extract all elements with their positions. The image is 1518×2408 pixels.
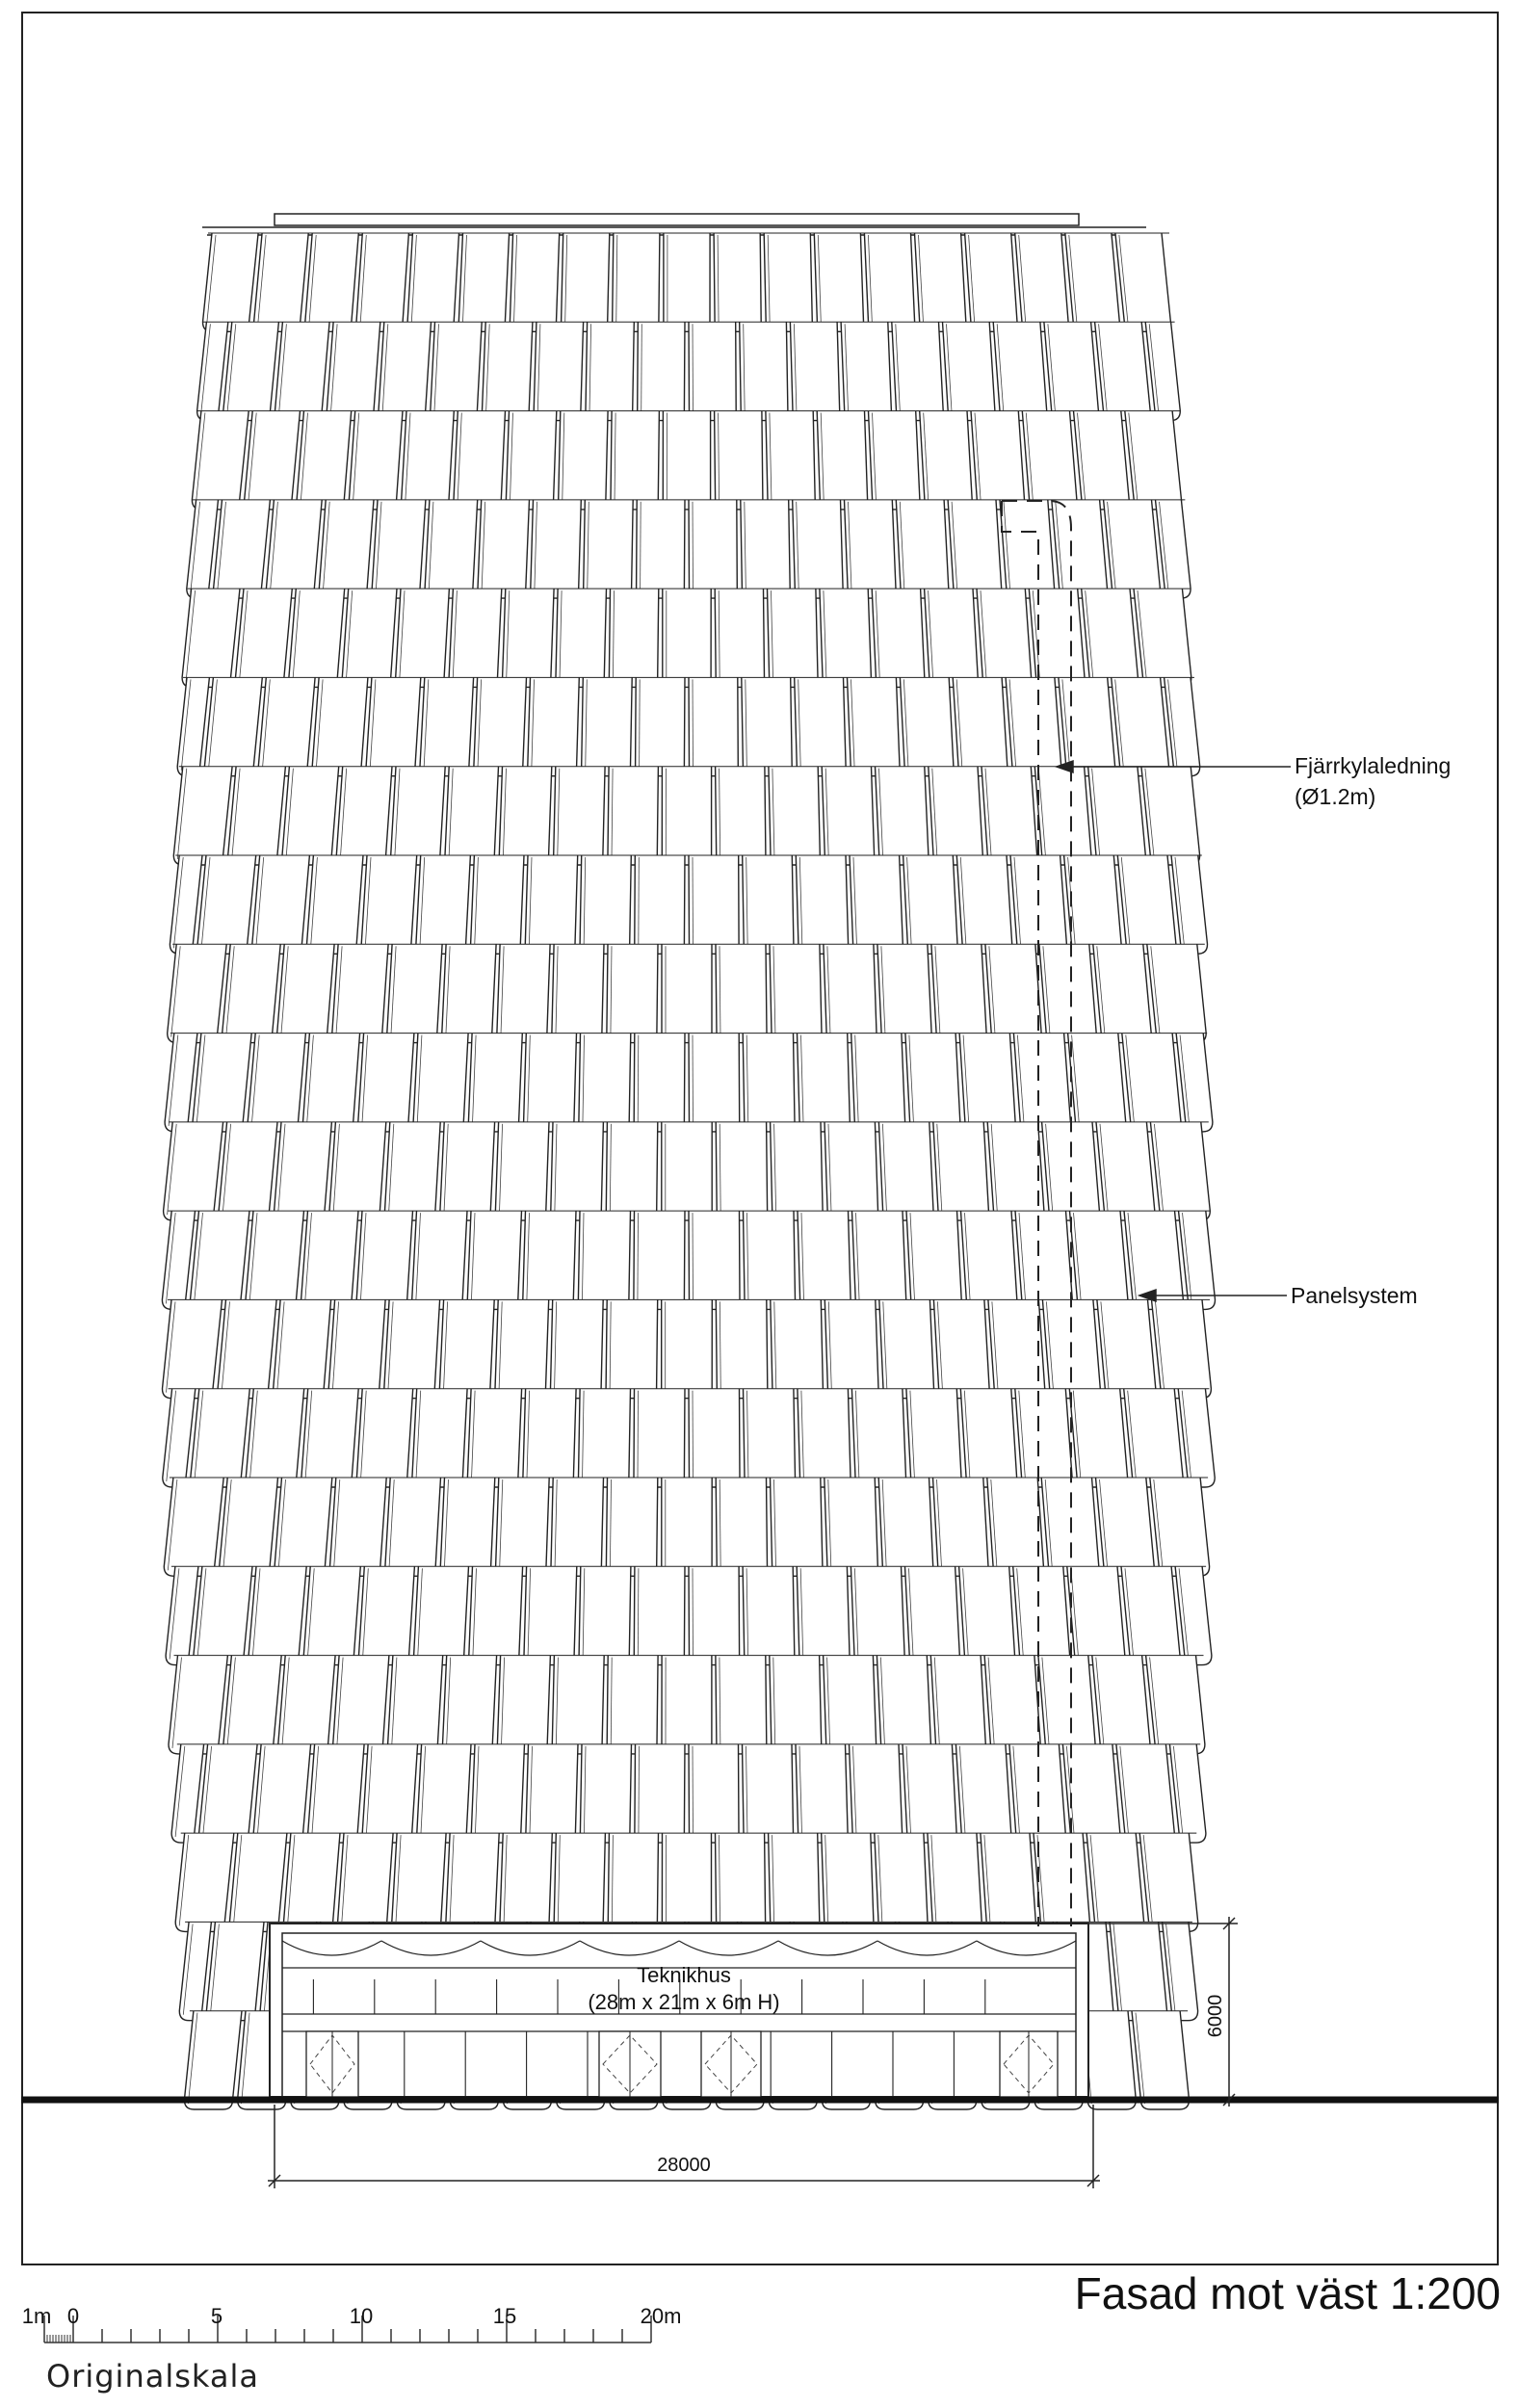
- height-dimension-label: 6000: [1205, 1994, 1226, 2038]
- scale-tick-20m: 20m: [640, 2304, 682, 2328]
- technical-house-size-label: (28m x 21m x 6m H): [588, 1990, 780, 2014]
- technical-house-label: Teknikhus: [637, 1963, 731, 1987]
- district-cooling-pipe-dim-label: (Ø1.2m): [1295, 784, 1376, 809]
- scale-tick-15: 15: [492, 2304, 517, 2328]
- scale-tick-0: 0: [66, 2304, 80, 2328]
- scale-tick-5: 5: [210, 2304, 223, 2328]
- drawing-title: Fasad mot väst 1:200: [1074, 2268, 1501, 2318]
- panel-system-label: Panelsystem: [1291, 1283, 1418, 1308]
- roof-parapet: [202, 214, 1146, 235]
- scale-tick-1m: 1m: [21, 2304, 52, 2328]
- width-dimension-label: 28000: [657, 2155, 711, 2176]
- scale-bar-label: Originalskala: [46, 2358, 259, 2395]
- scale-bar: [44, 2316, 651, 2343]
- panel-system-tiles: [162, 233, 1215, 2109]
- scale-tick-10: 10: [349, 2304, 374, 2328]
- district-cooling-pipe-label: Fjärrkylaledning: [1295, 753, 1452, 778]
